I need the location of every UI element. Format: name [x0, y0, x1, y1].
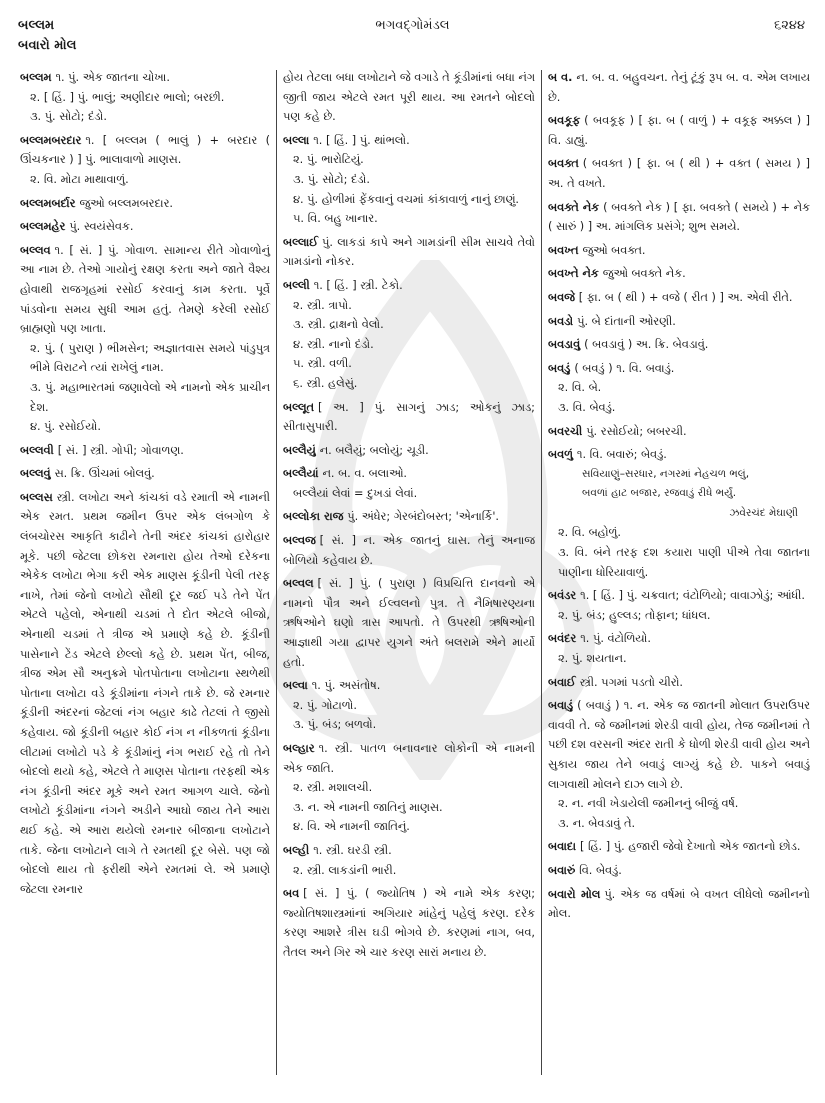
- definition: પું. રસોઈયો; બબરચી.: [586, 424, 687, 438]
- definition: ( બવાડું ) ૧. ન. એક જ જાતની મોલાત ઉપરાઉપર વાવવી તે. જે જમીનમાં શેરડી વાવી હોય, તેજ જમીનમાં તે પછી દશ વરસની અંદર રાતી કે ધોળી શેરડી વાવી હોય અને સુકાય જાય તેને બવાડું લાગ્યું કહે છે. પાકને બવાડું લાગવાથી મોલને દાઝ લાગે છે.: [548, 699, 810, 791]
- dictionary-entry: [283, 276, 535, 394]
- headword: બલ્હાર: [283, 742, 315, 755]
- dictionary-entry: [20, 488, 270, 899]
- dictionary-entry: [548, 885, 810, 924]
- sense-line: ૨. સ્ત્રી. લાકડાંની ભારી.: [293, 863, 397, 877]
- definition: પું. અંધેર; ગેરબંદોબસ્ત; 'એનાર્કિ'.: [347, 510, 500, 524]
- dictionary-entry: [548, 111, 810, 150]
- dictionary-entry: [548, 68, 810, 107]
- dictionary-entry: [283, 739, 535, 837]
- quotation-line: સવિયાણું–સરધાર, નગરમાં નેહચળ ભલું,: [582, 467, 750, 480]
- definition: [ અ. ] પું. સાગનું ઝાડ; ઓકનું ઝાડ; સીતાસુપારી.: [283, 400, 535, 434]
- headword: બલ્લૈયું: [283, 443, 316, 457]
- sense-line: ૨. પું. ગોટાળો.: [293, 698, 357, 712]
- headword: બલ્લા: [283, 133, 310, 147]
- definition: પું. સ્વયંસેવક.: [69, 220, 134, 234]
- sense-line: ૩. પું. બંડ; બળવો.: [293, 718, 377, 732]
- dictionary-entry: [283, 884, 535, 962]
- sense-line: ૨. [ હિં. ] પું. ભાલું; અણીદાર ભાલો; બરછી.: [30, 90, 225, 104]
- dictionary-entry: [548, 673, 810, 693]
- headword: બવક્તે નેક: [548, 200, 600, 214]
- guideword-first: બલ્લમ: [18, 18, 55, 33]
- page-number: ૬૨૪૪: [773, 18, 805, 33]
- headword: બલ્લમ: [20, 71, 52, 84]
- headword: બલ્લી: [283, 278, 310, 292]
- dictionary-entry: [548, 154, 810, 193]
- headword: બલ્હી: [283, 843, 310, 857]
- headword: બલ્લમહેર: [20, 220, 66, 234]
- definition: જુઓ બવક્તે નેક.: [602, 267, 686, 281]
- sense-line: ૨. પું. બંડ; હુલ્લડ; તોફાન; ધાંધલ.: [558, 608, 711, 622]
- sense-line: ૨. પું. શયતાન.: [558, 652, 627, 666]
- headword: બવાડું: [548, 699, 574, 713]
- definition: ( બવડું ) ૧. વિ. બવાડું.: [574, 361, 675, 375]
- dictionary-entry: [548, 861, 810, 881]
- headword: બવારું: [548, 863, 576, 877]
- dictionary-entry: [548, 312, 810, 332]
- column-3: [548, 68, 810, 1063]
- sense-line: ૨. સ્ત્રી. ત્રાપો.: [293, 298, 352, 312]
- definition: ( બવડાવું ) અ. ક્રિ. બેવડાવું.: [584, 338, 709, 352]
- headword: બલ્લોકા રાજ: [283, 510, 344, 524]
- definition: ૧. સ્ત્રી. પાતળ બનાવનાર લોકોની એ નામની એક જાતિ.: [283, 742, 535, 775]
- dictionary-entry: [20, 441, 270, 461]
- dictionary-entry: [283, 676, 535, 735]
- dictionary-entry: [20, 68, 270, 127]
- sense-line: ૨. પું. ભારોટિયું.: [293, 153, 364, 167]
- headword: બવાદા: [548, 840, 576, 854]
- dictionary-entry: [20, 217, 270, 237]
- column-1: [20, 68, 270, 1063]
- definition: ન. બ. વ. બલાઓ.: [322, 467, 407, 481]
- definition: જુઓ બલ્લમબરદાર.: [79, 196, 174, 210]
- dictionary-entry: [283, 68, 535, 127]
- sense-line: ૩. ન. એ નામની જાતિનું માણસ.: [293, 800, 443, 814]
- sense-line: ૪. પું. હોળીમાં ફેંકવાનું વચમાં કાંકાવાળું નાનું છાણું.: [293, 192, 520, 206]
- sense-line: ૬. સ્ત્રી. હલેસું.: [293, 376, 358, 390]
- dictionary-entry: [20, 464, 270, 484]
- headword: બવડું: [548, 361, 571, 375]
- dictionary-entry: [548, 422, 810, 442]
- definition: ૧. [ હિં. ] પું. ચક્રવાત; વંટોળિયો; વાવાઝોડું; આંધી.: [580, 589, 805, 603]
- column-divider: [541, 70, 542, 1075]
- definition: [ સં. ] ન. એક જાતનું ઘાસ. તેનું અનાજ બોળિયો કહેવાય છે.: [283, 534, 535, 567]
- definition: ૧. પું. વંટોળિયો.: [580, 632, 651, 646]
- headword: બવરચી: [548, 424, 583, 438]
- definition: ૧. વિ. બવારું; બેવડું.: [576, 448, 667, 462]
- dictionary-entry: [283, 233, 535, 272]
- definition: ૧. [ હિં. ] પું. થાંભલો.: [313, 133, 410, 147]
- dictionary-entry: [20, 131, 270, 190]
- page-header: [0, 12, 825, 62]
- definition: પું. બે દાંતાની ઓરણી.: [577, 314, 676, 328]
- headword: બવક્ત: [548, 157, 579, 171]
- headword: બલ્લવું: [20, 467, 51, 481]
- sense-line: ૨. સ્ત્રી. મશાલચી.: [293, 781, 373, 795]
- sense-line: ૨. પું. ( પુરાણ ) ભીમસેન; અજ્ઞાતવાસ સમયે પાંડુપુત્ર ભીમે વિરાટને ત્યાં રાખેલું નામ.: [30, 341, 270, 375]
- headword: બલ્લમબરદાર: [20, 133, 82, 147]
- headword: બવખ્તે નેક: [548, 267, 599, 281]
- sense-line: ૪. વિ. એ નામની જાતિનું.: [293, 820, 410, 834]
- definition: ૧. [ સં. ] પું. ગોવાળ. સામાન્ય રીતે ગોવાળોનું આ નામ છે. તેઓ ગાયોનું રક્ષણ કરતા અને જાતે વૈશ્ય હોવાથી રાજગૃહમાં રસોઈ કરવાનું કામ કરતા. પૂર્વે પાંડવોના સમય સુધી આમ હતું. તેમણે કરેલી રસોઈ બ્રાહ્મણો પણ ખાતા.: [20, 243, 270, 336]
- headword: બવ: [283, 887, 300, 901]
- dictionary-entry: [548, 837, 810, 857]
- definition: [ સં. ] પું. ( જ્યોતિષ ) એ નામે એક કરણ; જ્યોતિષશાસ્ત્રમાંનાં અગિયાર માંહેનું પહેલું કરણ. દરેક કરણ આશરે ત્રીસ ઘડી ભોગવે છે. કરણમાં નાગ, બવ, તૈતલ અને ગિર એ ચાર કરણ સારાં મનાય છે.: [283, 887, 535, 959]
- definition: ૧. [ બલ્લમ ( ભાલું ) + બરદાર ( ઊંચકનાર ) ] પું. ભાલાવાળો માણસ.: [20, 133, 270, 167]
- dictionary-entry: [548, 359, 810, 418]
- headword: બલ્લવ: [20, 243, 51, 257]
- dictionary-entry: [283, 441, 535, 461]
- headword: બવડાવું: [548, 338, 581, 352]
- sense-line: ૨. વિ. બે.: [558, 381, 602, 395]
- dictionary-entry: [548, 264, 810, 284]
- dictionary-entry: [548, 335, 810, 355]
- sense-line: ૩. પું. મહાભારતમાં જણાવેલો એ નામનો એક પ્રાચીન દેશ.: [30, 380, 270, 414]
- definition: ( બવકૂફ ) [ ફા. બ ( વાળું ) + વકૂફ અક્કલ ) ] વિ. ડાહ્યું.: [548, 114, 810, 147]
- dictionary-entry: [283, 574, 535, 672]
- headword: બલ્લવી: [20, 443, 54, 457]
- definition: ન. બલૈયું; બલોયું; ચૂડી.: [319, 443, 429, 457]
- definition: [ ફા. બ ( થી ) + વજે ( રીત ) ] અ. એવી રીતે.: [578, 290, 793, 304]
- headword: બલ્વજ: [283, 534, 316, 548]
- definition: પું. એક જ વર્ષમાં બે વખત લીધેલો જમીનનો મોલ.: [548, 887, 810, 921]
- sense-line: ૩. પું. સોટો; દંડો.: [30, 110, 107, 124]
- definition: [ સં. ] સ્ત્રી. ગોપી; ગોવાળણ.: [57, 443, 184, 457]
- definition: સ્ત્રી. લખોટા અને કાંચકાં વડે રમાતી એ નામની એક રમત. પ્રથમ જમીન ઉપર એક લંબગોળ કે લંબચોરસ આકૃતિ કાઢીને તેની અંદર કાંચકાં હારોહાર મૂકે. પછી જેટલા છોકરા રમનારા હોય તેઓ દરેકના એકેક લખોટા ભેગા કરી એક માણસ કૂંડીની પેલી તરફ નાખે, તેમાં જેનો લખોટો સૌથી દૂર જઈ પડે તેને પેંત એટલે પહેલો, એનાથી ચડમાં તે દોત એટલે બીજો, એનાથી ચડમાં તે ત્રીજ એ પ્રમાણે કહે છે. કૂંડીની પાસેનાને ટેંડ એટલે છેલ્લો કહે છે. પ્રથમ પેંત, બીજ, ત્રીજ એમ સૌ અનુક્રમે પોતપોતાના લખોટાના સ્થળેથી પોતાના લખોટા વડે કૂંડીમાંના નંગને તાકે છે. જે રમનાર કૂંડીની અંદરનાં જેટલાં નંગ બહાર કાઢે તેટલાં તે જીસો કહેવાય. જો કૂંડીની બહાર કોઈ નંગ ન નીકળતાં કૂંડીના લીટામાં લખોટો પડે કે કૂંડીમાંનું નંગ ભરાઈ રહે તો તેને બોદલો થયો કહે, એટલે તે માણસ પોતાના તરફથી એક નંગ કૂંડીની અંદર મૂકે અને રમત આગળ ચાલે. જેનો લખોટો કૂંડીમાંના નંગને અડીને આઘો જાય તેને આરા થઈ કહે. એ આરા થયેલો રમનાર બીજાના લખોટાને તાકે. જેના લખોટાને લાગે તે રમતથી દૂર બેસે. પણ જો બોદલો થાય તો ફરીથી એને રમતમાં લે. એ પ્રમાણે જેટલા રમનાર: [20, 490, 270, 896]
- headword: બલ્લાઈ: [283, 235, 318, 249]
- sense-line: બલ્લૈયાં લેવાં = દુખડાં લેવાં.: [293, 486, 418, 500]
- sense-line: ૪. સ્ત્રી. નાનો દંડો.: [293, 337, 374, 351]
- definition: પું. લાકડાં કાપે અને ગામડાંની સીમ સાચવે તેવો ગામડાંનો નોકર.: [283, 235, 535, 269]
- sense-line: ૫. સ્ત્રી. વળી.: [293, 357, 352, 371]
- definition: જુઓ બવક્ત.: [582, 243, 646, 257]
- definition: ૧. પું. અસંતોષ.: [311, 679, 381, 693]
- dictionary-entry: [20, 241, 270, 437]
- definition: ૧. [ હિં. ] સ્ત્રી. ટેકો.: [313, 278, 403, 292]
- headword: બવંડર: [548, 589, 577, 603]
- sense-line: ૩. ન. બેવડાવું તે.: [558, 816, 636, 830]
- dictionary-entry: [283, 531, 535, 570]
- dictionary-entry: [283, 464, 535, 503]
- dictionary-entry: [548, 198, 810, 237]
- definition: વિ. બેવડું.: [579, 863, 622, 877]
- sense-line: ૨. વિ. મોટા માથાવાળું.: [30, 172, 129, 186]
- sense-line: ૩. સ્ત્રી. દ્રાક્ષનો વેલો.: [293, 318, 384, 332]
- dictionary-entry: [548, 445, 810, 582]
- definition: સ્ત્રી. પગમાં પડતો ચીરો.: [579, 675, 684, 689]
- dictionary-entry: [283, 507, 535, 527]
- headword: બવંદર: [548, 632, 577, 646]
- dictionary-entry: [548, 241, 810, 261]
- sense-line: ૪. પું. રસોઈયો.: [30, 420, 101, 434]
- page-title: ભગવદ્ગોમંડલ: [375, 18, 450, 33]
- dictionary-entry: [548, 288, 810, 308]
- column-divider: [276, 70, 277, 1075]
- sense-line: ૫. વિ. બહુ ખાનાર.: [293, 212, 378, 226]
- dictionary-entry: [283, 841, 535, 880]
- sense-line: ૩. વિ. બંને તરફ દશ કયારા પાણી પીએ તેવા જાતના પાણીના ધોરિયાવાળું.: [558, 546, 810, 579]
- headword: બલ્લમબર્દાર: [20, 196, 76, 210]
- sense-line: ૩. પું. સોટો; દંડો.: [293, 172, 370, 186]
- headword: બવાઈ: [548, 675, 576, 689]
- dictionary-entry: [548, 696, 810, 833]
- definition: ( બવક્તે નેક ) [ ફા. બવક્તે ( સમયે ) + નેક ( સારું ) ] અ. માંગલિક પ્રસંગે; શુભ સમયે.: [548, 200, 810, 234]
- headword: બવજે: [548, 290, 575, 304]
- definition: સ. ક્રિ. ઊંચમાં બોલવું.: [54, 467, 155, 481]
- headword: બવળું: [548, 448, 573, 462]
- dictionary-entry: [548, 586, 810, 625]
- quotation-author: ઝવેરચંદ મેઘાણી: [729, 506, 798, 519]
- sense-line: ૩. વિ. બેવડું.: [558, 400, 616, 414]
- headword: બ વ.: [548, 71, 573, 84]
- definition: ૧. પું. એક જાતના ચોખા.: [55, 71, 170, 84]
- definition: હોય તેટલા બધા લખોટાને જે વગાડે તે કૂંડીમાંનાં બધા નંગ જીતી જાય એટલે રમત પૂરી થાય. આ રમતને બોદલો પણ કહે છે.: [283, 71, 535, 124]
- definition: [ સં. ] પું. ( પુરાણ ) વિપ્રચિત્તિ દાનવનો એ નામનો પૌત્ર અને ઈલ્વલનો પુત્ર. તે નૈમિષારણ્યના ઋષિઓને ઘણો ત્રાસ આપતો. તે ઉપરથી ઋષિઓની આજ્ઞાથી ગયા દ્વાપર યુગને અંતે બલરામે એને માર્યો હતો.: [283, 577, 535, 669]
- headword: બવડો: [548, 314, 574, 328]
- definition: ન. બ. વ. બહુવચન. તેનું ટૂંકું રૂપ બ. વ. એમ લખાય છે.: [548, 71, 810, 104]
- sense-line: ૨. વિ. બહોળું.: [558, 526, 621, 540]
- definition: ( બવક્ત ) [ ફા. બ ( થી ) + વક્ત ( સમય ) ] અ. તે વખતે.: [548, 157, 810, 190]
- headword: બલ્વલ: [283, 577, 314, 591]
- column-2: [283, 68, 535, 1063]
- headword: બલ્લૈયાં: [283, 467, 319, 481]
- definition: ૧. સ્ત્રી. ઘરડી સ્ત્રી.: [313, 843, 392, 857]
- definition: [ હિં. ] પું. હજારી જેવો દેખાતો એક જાતનો છોડ.: [579, 840, 801, 854]
- guideword-last: બવારો મોલ: [18, 38, 77, 53]
- sense-line: ૨. ન. નવી ખેડાયેલી જમીનનું બીજું વર્ષ.: [558, 797, 739, 811]
- dictionary-entry: [283, 131, 535, 229]
- dictionary-entry: [283, 398, 535, 437]
- dictionary-entry: [548, 629, 810, 668]
- headword: બલ્લસ: [20, 490, 53, 504]
- headword: બલ્લૂત: [283, 400, 314, 414]
- headword: બલ્વા: [283, 679, 308, 693]
- headword: બવકૂફ: [548, 114, 581, 128]
- headword: બવખ્ત: [548, 243, 579, 257]
- dictionary-entry: [20, 194, 270, 214]
- headword: બવારો મોલ: [548, 887, 601, 901]
- quotation-line: બવળાં હાટ બજાર, રજવાડું રીધે ભર્યું.: [582, 487, 737, 500]
